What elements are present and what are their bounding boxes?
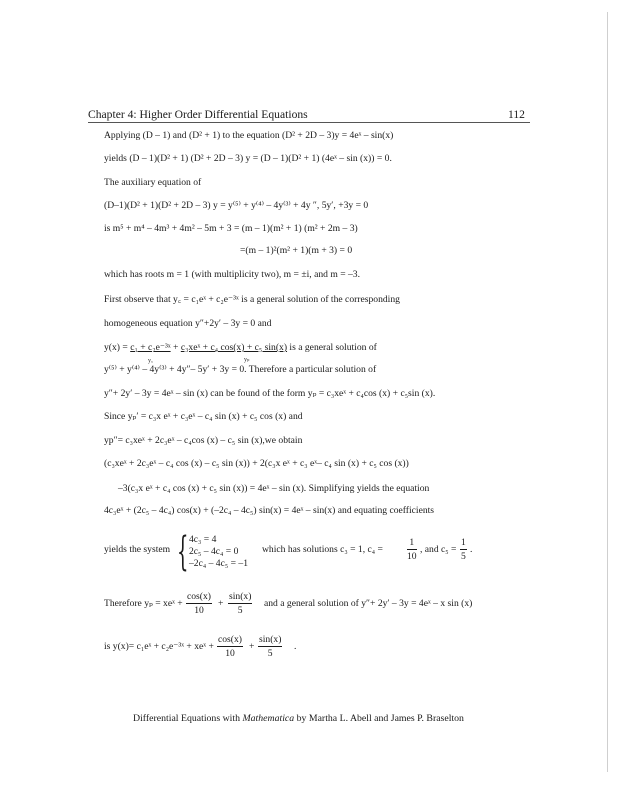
system-eq-2: 2c₅ – 4c₄ = 0 (189, 546, 239, 557)
system-intro: yields the system (104, 544, 171, 555)
text-line-1: Applying (D – 1) and (D² + 1) to the equation (D² + 2D – 3)y = 4eˣ – sin(x) (104, 130, 394, 141)
page-edge (607, 12, 608, 772)
gs-fraction-cos-den: 10 (225, 648, 235, 659)
yp-line-a: Therefore yₚ = xeˣ + (104, 598, 183, 609)
gs-fraction-cos-num: cos(x) (218, 634, 242, 645)
yp-line-plus: + (218, 598, 224, 609)
fraction-sin-num: sin(x) (229, 591, 252, 602)
text-line-7: which has roots m = 1 (with multiplicity two), m = ±i, and m = –3. (104, 269, 360, 280)
text-line-14: yp″= c₃xeˣ + 2c₃eˣ – c₄cos (x) – c₅ sin (x),we obtain (104, 435, 303, 446)
system-solution-a: which has solutions c₃ = 1, c₄ = (262, 544, 383, 555)
text-line-15: (c₃xeˣ + 2c₃eˣ – c₄ cos (x) – c₅ sin (x)) + 2(c₃x eˣ + c₃ eˣ– c₄ sin (x) + c₅ cos (x)) (104, 458, 409, 469)
text-line-13: Since yₚ′ = c₃x eˣ + c₃eˣ – c₄ sin (x) + c₅ cos (x) and (104, 411, 303, 422)
gs-fraction-cos-10 (217, 634, 243, 659)
fraction-cos-num: cos(x) (187, 591, 211, 602)
gs-fraction-sin-den: 5 (267, 648, 273, 659)
gs-line-a: is y(x)= c₁eˣ + c₂e⁻³ˣ + xeˣ + (104, 641, 214, 652)
system-solution-c: . (470, 544, 473, 555)
gs-tail: is a general solution of (287, 342, 377, 353)
header-rule (88, 122, 530, 123)
page-footer (133, 713, 464, 724)
text-line-8: First observe that y꜀ = c₁eˣ + c₂e⁻³ˣ is a general solution of the corresponding (104, 294, 400, 305)
text-line-5: is m⁵ + m⁴ – 4m³ + 4m² – 5m + 3 = (m – 1)(m² + 1) (m² + 2m – 3) (104, 223, 358, 234)
chapter-header: Chapter 4: Higher Order Differential Equations (88, 108, 308, 121)
system-brace: { (177, 529, 189, 575)
text-line-9: homogeneous equation y″+2y′ – 3y = 0 and (104, 318, 272, 329)
yp-line-c: and a general solution of y″+ 2y′ – 3y = 4eˣ – x sin (x) (264, 598, 473, 609)
gs-fraction-sin-5 (258, 634, 282, 659)
gs-plus: + (170, 342, 181, 353)
fraction-sin-5 (228, 591, 252, 616)
fraction-c5 (460, 537, 467, 562)
brace-label-yc: y꜀ (148, 358, 154, 364)
fraction-sin-den: 5 (237, 605, 243, 616)
system-eq-1: 4c₃ = 4 (189, 534, 217, 545)
gs-fraction-sin-num: sin(x) (259, 634, 282, 645)
fraction-cos-10 (186, 591, 212, 616)
text-line-12: y″+ 2y′ – 3y = 4eˣ – sin (x) can be found of the form yₚ = c₃xeˣ + c₄cos (x) + c₅sin (x). (104, 388, 436, 399)
system-solution-b: , and c₅ = (420, 544, 457, 555)
footer-italic: Mathematica (242, 713, 295, 724)
gs-line-end: . (294, 641, 297, 652)
fraction-c4-den: 10 (407, 551, 417, 562)
yc-term: c₁ + c₂e⁻³ˣ (130, 342, 171, 353)
general-solution-line (104, 343, 377, 353)
footer-text-b: by Martha L. Abell and James P. Braselton (294, 713, 464, 724)
fraction-cos-den: 10 (194, 605, 204, 616)
text-line-17: 4c₃eˣ + (2c₅ – 4c₄) cos(x) + (–2c₄ – 4c₅) sin(x) = 4eˣ – sin(x) and equating coefficients (104, 505, 435, 516)
yp-term: c₃xeˣ + c₄ cos(x) + c₅ sin(x) (180, 342, 288, 353)
fraction-c4 (407, 537, 417, 562)
fraction-c5-den: 5 (461, 551, 466, 562)
text-line-3: The auxiliary equation of (104, 177, 202, 188)
fraction-c4-num: 1 (407, 537, 417, 550)
page-number: 112 (508, 108, 525, 121)
gs-lhs: y(x) = (104, 342, 131, 353)
fraction-c5-num: 1 (461, 537, 466, 548)
gs-line-plus: + (249, 641, 255, 652)
system-eq-3: –2c₄ – 4c₅ = –1 (189, 558, 248, 569)
text-line-2: yields (D – 1)(D² + 1) (D² + 2D – 3) y = (D – 1)(D² + 1) (4eˣ – sin (x)) = 0. (104, 153, 392, 164)
text-line-4: (D–1)(D² + 1)(D² + 2D – 3) y = y⁽⁵⁾ + y⁽⁴⁾ – 4y⁽³⁾ + 4y ″, 5y′, +3y = 0 (104, 200, 369, 211)
text-line-16: –3(c₃x eˣ + c₄ cos (x) + c₅ sin (x)) = 4eˣ – sin (x). Simplifying yields the equation (118, 483, 430, 494)
footer-text-a: Differential Equations with (133, 713, 243, 724)
brace-label-yp: yₚ (244, 357, 250, 363)
text-line-6: =(m – 1)²(m² + 1)(m + 3) = 0 (240, 245, 353, 256)
text-line-11: y⁽⁵⁾ + y⁽⁴⁾ – 4y⁽³⁾ + 4y″– 5y′ + 3y = 0. Therefore a particular solution of (104, 364, 377, 375)
